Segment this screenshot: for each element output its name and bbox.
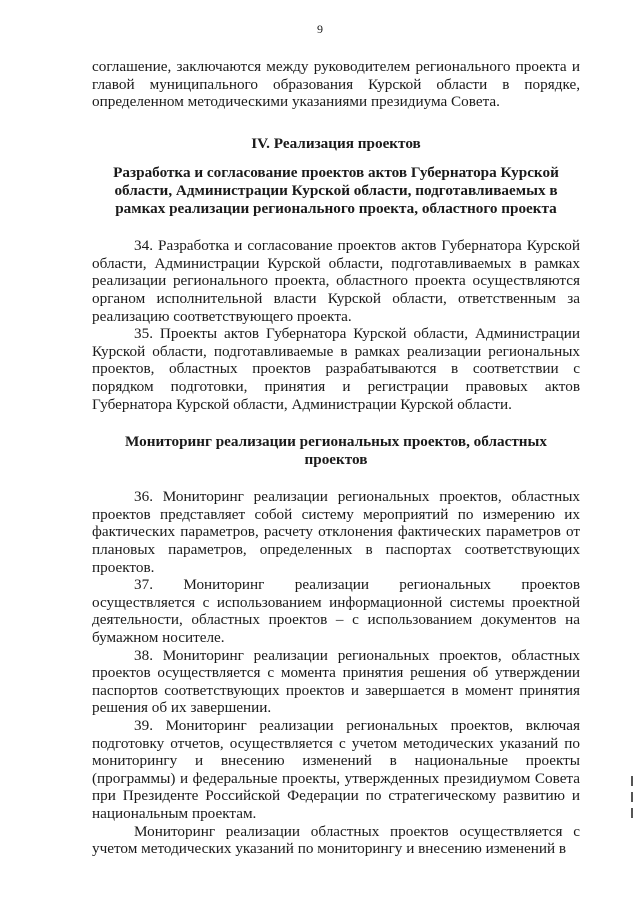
- paragraph-39: 39. Мониторинг реализации региональных проектов, включая подготовку отчетов, осуществляется с учетом методических указаний по мониторингу и внесению изменений в национальные проекты (программы) и федеральные проекты, утвержденных президиумом Совета при Президенте Российской Федерации по стратегическому развитию и национальным проектам.: [92, 717, 580, 822]
- subsection-title-monitoring: Мониторинг реализации региональных проектов, областных проектов: [125, 433, 547, 468]
- scan-edge-marks: [628, 770, 636, 850]
- paragraph-34: 34. Разработка и согласование проектов актов Губернатора Курской области, Администрации Курской области, подготавливаемых в рамках реализации регионального проекта, областного проекта осуществляются органом исполнительной власти Курской области, ответственным за реализацию соответствующего проекта.: [92, 237, 580, 325]
- paragraph-35: 35. Проекты актов Губернатора Курской области, Администрации Курской области, подготавливаемые в рамках реализации региональных проектов, областных проектов разрабатываются в соответствии с порядком подготовки, принятия и регистрации правовых актов Губернатора Курской области, Администрации Курской области.: [92, 325, 580, 413]
- paragraph-38: 38. Мониторинг реализации региональных проектов, областных проектов осуществляется с момента принятия решения об утверждении паспортов соответствующих проектов и завершается в момент принятия решения об их завершении.: [92, 646, 580, 717]
- paragraph-39-continuation: Мониторинг реализации областных проектов осуществляется с учетом методических указаний по мониторингу и внесению изменений в: [92, 822, 580, 858]
- intro-paragraph: соглашение, заключаются между руководителем регионального проекта и главой муниципального образования Курской области в порядке, определенном методическими указаниями президиума Совета.: [92, 58, 580, 111]
- page-number: 9: [317, 22, 323, 36]
- section-title: IV. Реализация проектов: [251, 134, 421, 152]
- subsection-title-drafting: Разработка и согласование проектов актов Губернатора Курской области, Администрации Курской области, подготавливаемых в рамках реализации регионального проекта, областного проекта: [113, 164, 559, 217]
- document-body: [92, 58, 580, 858]
- paragraph-37: 37. Мониторинг реализации региональных проектов осуществляется с использованием информационной системы проектной деятельности, областных проектов – с использованием документов на бумажном носителе.: [92, 576, 580, 647]
- paragraph-36: 36. Мониторинг реализации региональных проектов, областных проектов представляет собой систему мероприятий по измерению их фактических параметров, расчету отклонения фактических параметров от плановых параметров, определенных в паспортах соответствующих проектов.: [92, 488, 580, 576]
